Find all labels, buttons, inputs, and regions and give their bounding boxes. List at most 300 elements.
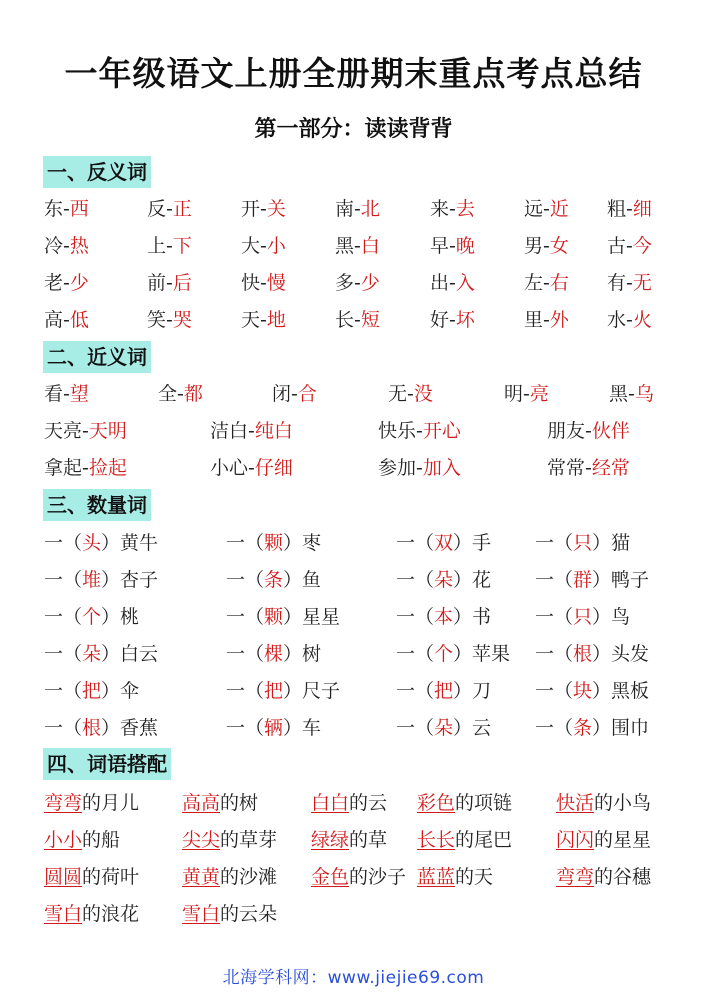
noun-phrase: 的月儿 xyxy=(82,792,140,814)
measure-word: 头 xyxy=(82,532,102,554)
measure-prefix: 一（ xyxy=(44,680,83,702)
antonym-word: 慢 xyxy=(266,272,286,294)
antonym-word: 近 xyxy=(549,198,569,220)
word: 有 xyxy=(607,272,627,294)
measure-noun: ）云 xyxy=(453,717,492,739)
word: 水 xyxy=(607,309,627,331)
word: 快 xyxy=(241,272,261,294)
word: 上 xyxy=(147,235,167,257)
colloc-entry xyxy=(44,827,120,853)
measure-noun: ）围巾 xyxy=(592,717,650,739)
antonyms-entry xyxy=(241,270,286,296)
hyphen: - xyxy=(260,272,267,294)
antonyms-entry xyxy=(147,270,192,296)
word: 远 xyxy=(524,198,544,220)
measure-prefix: 一（ xyxy=(226,569,265,591)
measure-noun: ）鱼 xyxy=(283,569,322,591)
hyphen: - xyxy=(260,309,267,331)
measure-entry xyxy=(535,715,649,741)
measure-word: 朵 xyxy=(434,569,454,591)
synonym-word: 合 xyxy=(297,383,317,405)
measure-noun: ）苹果 xyxy=(453,643,511,665)
antonym-word: 地 xyxy=(266,309,286,331)
colloc-entry xyxy=(182,827,277,853)
synonyms-entry xyxy=(44,455,127,481)
measure-word: 本 xyxy=(434,606,454,628)
colloc-entry xyxy=(311,864,406,890)
antonyms-entry xyxy=(335,307,380,333)
measure-word: 颗 xyxy=(264,532,284,554)
measure-row xyxy=(44,641,677,667)
hyphen: - xyxy=(82,457,89,479)
colloc-entry xyxy=(182,790,258,816)
measure-prefix: 一（ xyxy=(396,606,435,628)
word: 前 xyxy=(147,272,167,294)
measure-word: 双 xyxy=(434,532,454,554)
measure-row xyxy=(44,604,677,630)
synonyms-entry xyxy=(210,455,293,481)
measure-entry xyxy=(226,604,340,630)
measure-word: 把 xyxy=(264,680,284,702)
measure-entry xyxy=(535,530,630,556)
colloc-row xyxy=(44,827,677,853)
antonyms-row xyxy=(44,307,677,333)
word: 粗 xyxy=(607,198,627,220)
measure-noun: ）书 xyxy=(453,606,492,628)
measure-prefix: 一（ xyxy=(535,643,574,665)
word: 男 xyxy=(524,235,544,257)
antonym-word: 白 xyxy=(360,235,380,257)
hyphen: - xyxy=(354,272,361,294)
hyphen: - xyxy=(449,198,456,220)
measure-entry xyxy=(396,678,491,704)
antonym-word: 小 xyxy=(266,235,286,257)
measure-prefix: 一（ xyxy=(44,569,83,591)
noun-phrase: 的草 xyxy=(349,829,388,851)
hyphen: - xyxy=(449,309,456,331)
measure-noun: ）枣 xyxy=(283,532,322,554)
adjective-word: 圆圆 xyxy=(44,866,83,888)
antonyms-entry xyxy=(241,307,286,333)
antonyms-row xyxy=(44,196,677,222)
antonym-word: 后 xyxy=(172,272,192,294)
measure-word: 只 xyxy=(573,606,593,628)
measure-entry xyxy=(396,715,491,741)
hyphen: - xyxy=(543,272,550,294)
hyphen: - xyxy=(63,383,70,405)
word: 冷 xyxy=(44,235,64,257)
measure-prefix: 一（ xyxy=(44,717,83,739)
antonym-word: 细 xyxy=(632,198,652,220)
measure-prefix: 一（ xyxy=(396,680,435,702)
measure-prefix: 一（ xyxy=(226,643,265,665)
antonym-word: 低 xyxy=(69,309,89,331)
antonym-word: 下 xyxy=(172,235,192,257)
measure-prefix: 一（ xyxy=(396,532,435,554)
adjective-word: 白白 xyxy=(311,792,350,814)
hyphen: - xyxy=(543,198,550,220)
antonyms-entry xyxy=(524,270,569,296)
adjective-word: 雪白 xyxy=(44,903,83,925)
hyphen: - xyxy=(291,383,298,405)
section-heading-synonyms: 二、近义词 xyxy=(43,341,151,373)
antonyms-entry xyxy=(430,196,475,222)
hyphen: - xyxy=(416,420,423,442)
hyphen: - xyxy=(523,383,530,405)
adjective-word: 金色 xyxy=(311,866,350,888)
section-heading-antonyms: 一、反义词 xyxy=(43,156,151,188)
antonyms-entry xyxy=(335,233,380,259)
adjective-word: 高高 xyxy=(182,792,221,814)
noun-phrase: 的浪花 xyxy=(82,903,140,925)
measure-entry xyxy=(44,678,139,704)
section-heading-measure-words: 三、数量词 xyxy=(43,489,151,521)
antonym-word: 晚 xyxy=(455,235,475,257)
word: 高 xyxy=(44,309,64,331)
antonyms-entry xyxy=(607,233,652,259)
measure-noun: ）头发 xyxy=(592,643,650,665)
synonym-word: 纯白 xyxy=(254,420,293,442)
noun-phrase: 的云朵 xyxy=(220,903,278,925)
hyphen: - xyxy=(260,198,267,220)
page-subtitle: 第一部分：读读背背 xyxy=(254,117,453,142)
measure-word: 辆 xyxy=(264,717,284,739)
hyphen: - xyxy=(63,198,70,220)
antonym-word: 西 xyxy=(69,198,89,220)
word: 来 xyxy=(430,198,450,220)
measure-word: 个 xyxy=(82,606,102,628)
word: 黑 xyxy=(335,235,355,257)
antonym-word: 正 xyxy=(172,198,192,220)
measure-entry xyxy=(396,604,491,630)
hyphen: - xyxy=(407,383,414,405)
antonyms-entry xyxy=(335,196,380,222)
word: 里 xyxy=(524,309,544,331)
synonyms-entry xyxy=(44,381,89,407)
antonym-word: 火 xyxy=(632,309,652,331)
colloc-row xyxy=(44,790,677,816)
hyphen: - xyxy=(354,198,361,220)
colloc-entry xyxy=(556,790,651,816)
measure-prefix: 一（ xyxy=(535,532,574,554)
synonym-word: 望 xyxy=(69,383,89,405)
measure-entry xyxy=(226,678,340,704)
word: 南 xyxy=(335,198,355,220)
synonym-word: 伙伴 xyxy=(591,420,630,442)
noun-phrase: 的小鸟 xyxy=(594,792,652,814)
synonyms-entry xyxy=(210,418,293,444)
antonym-word: 今 xyxy=(632,235,652,257)
hyphen: - xyxy=(585,457,592,479)
hyphen: - xyxy=(248,457,255,479)
antonyms-entry xyxy=(241,196,286,222)
antonym-word: 坏 xyxy=(455,309,475,331)
antonym-word: 短 xyxy=(360,309,380,331)
hyphen: - xyxy=(166,198,173,220)
hyphen: - xyxy=(177,383,184,405)
measure-word: 根 xyxy=(82,717,102,739)
measure-noun: ）尺子 xyxy=(283,680,341,702)
hyphen: - xyxy=(628,383,635,405)
antonyms-entry xyxy=(44,307,89,333)
antonyms-entry xyxy=(147,196,192,222)
hyphen: - xyxy=(416,457,423,479)
antonyms-entry xyxy=(524,233,569,259)
word: 左 xyxy=(524,272,544,294)
word: 多 xyxy=(335,272,355,294)
noun-phrase: 的天 xyxy=(455,866,494,888)
noun-phrase: 的项链 xyxy=(455,792,513,814)
measure-prefix: 一（ xyxy=(535,569,574,591)
measure-prefix: 一（ xyxy=(226,717,265,739)
measure-prefix: 一（ xyxy=(535,717,574,739)
synonym-word: 经常 xyxy=(591,457,630,479)
measure-row xyxy=(44,530,677,556)
measure-word: 群 xyxy=(573,569,593,591)
antonyms-entry xyxy=(430,270,475,296)
measure-prefix: 一（ xyxy=(226,532,265,554)
colloc-row xyxy=(44,901,677,927)
antonyms-entry xyxy=(44,233,89,259)
colloc-row xyxy=(44,864,677,890)
word: 参加 xyxy=(378,457,417,479)
antonym-word: 女 xyxy=(549,235,569,257)
hyphen: - xyxy=(585,420,592,442)
synonym-word: 没 xyxy=(413,383,433,405)
adjective-word: 弯弯 xyxy=(44,792,83,814)
measure-noun: ）树 xyxy=(283,643,322,665)
adjective-word: 小小 xyxy=(44,829,83,851)
adjective-word: 尖尖 xyxy=(182,829,221,851)
synonyms-entry xyxy=(158,381,203,407)
measure-noun: ）鸭子 xyxy=(592,569,650,591)
noun-phrase: 的云 xyxy=(349,792,388,814)
synonyms-entry xyxy=(388,381,433,407)
measure-word: 棵 xyxy=(264,643,284,665)
measure-row xyxy=(44,678,677,704)
word: 明 xyxy=(504,383,524,405)
synonyms-entry xyxy=(609,381,654,407)
measure-entry xyxy=(535,604,630,630)
word: 常常 xyxy=(547,457,586,479)
synonyms-entry xyxy=(547,418,630,444)
antonym-word: 哭 xyxy=(172,309,192,331)
synonym-word: 加入 xyxy=(422,457,461,479)
synonym-word: 捡起 xyxy=(88,457,127,479)
word: 快乐 xyxy=(378,420,417,442)
colloc-entry xyxy=(417,790,512,816)
antonym-word: 去 xyxy=(455,198,475,220)
word: 看 xyxy=(44,383,64,405)
antonyms-entry xyxy=(430,307,475,333)
noun-phrase: 的尾巴 xyxy=(455,829,513,851)
hyphen: - xyxy=(626,309,633,331)
measure-entry xyxy=(535,567,649,593)
colloc-entry xyxy=(311,790,387,816)
antonym-word: 入 xyxy=(455,272,475,294)
colloc-entry xyxy=(182,864,277,890)
measure-prefix: 一（ xyxy=(226,680,265,702)
measure-entry xyxy=(535,678,649,704)
measure-entry xyxy=(44,530,158,556)
antonyms-entry xyxy=(607,270,652,296)
measure-noun: ）刀 xyxy=(453,680,492,702)
word: 好 xyxy=(430,309,450,331)
measure-noun: ）白云 xyxy=(101,643,159,665)
hyphen: - xyxy=(63,309,70,331)
synonyms-entry xyxy=(547,455,630,481)
footer-website: 北海学科网：www.jiejie69.com xyxy=(222,968,485,988)
measure-entry xyxy=(226,641,321,667)
word: 笑 xyxy=(147,309,167,331)
adjective-word: 黄黄 xyxy=(182,866,221,888)
antonym-word: 少 xyxy=(69,272,89,294)
measure-prefix: 一（ xyxy=(535,606,574,628)
word: 出 xyxy=(430,272,450,294)
adjective-word: 弯弯 xyxy=(556,866,595,888)
antonyms-entry xyxy=(524,307,569,333)
hyphen: - xyxy=(626,198,633,220)
measure-word: 颗 xyxy=(264,606,284,628)
noun-phrase: 的沙滩 xyxy=(220,866,278,888)
hyphen: - xyxy=(354,235,361,257)
measure-entry xyxy=(226,567,321,593)
synonyms-entry xyxy=(378,455,461,481)
measure-prefix: 一（ xyxy=(396,569,435,591)
measure-entry xyxy=(226,715,321,741)
word: 全 xyxy=(158,383,178,405)
antonyms-entry xyxy=(44,196,89,222)
word: 无 xyxy=(388,383,408,405)
noun-phrase: 的船 xyxy=(82,829,121,851)
measure-word: 朵 xyxy=(434,717,454,739)
antonym-word: 无 xyxy=(632,272,652,294)
antonyms-entry xyxy=(430,233,475,259)
synonym-word: 亮 xyxy=(529,383,549,405)
hyphen: - xyxy=(543,309,550,331)
measure-noun: ）花 xyxy=(453,569,492,591)
synonym-word: 开心 xyxy=(422,420,461,442)
colloc-entry xyxy=(556,864,651,890)
colloc-entry xyxy=(44,864,139,890)
adjective-word: 绿绿 xyxy=(311,829,350,851)
measure-noun: ）猫 xyxy=(592,532,631,554)
hyphen: - xyxy=(248,420,255,442)
measure-entry xyxy=(44,604,139,630)
hyphen: - xyxy=(166,309,173,331)
word: 古 xyxy=(607,235,627,257)
colloc-entry xyxy=(417,827,512,853)
adjective-word: 蓝蓝 xyxy=(417,866,456,888)
hyphen: - xyxy=(166,272,173,294)
noun-phrase: 的草芽 xyxy=(220,829,278,851)
antonyms-entry xyxy=(524,196,569,222)
measure-noun: ）黄牛 xyxy=(101,532,159,554)
measure-prefix: 一（ xyxy=(44,532,83,554)
measure-entry xyxy=(44,715,158,741)
antonyms-row xyxy=(44,270,677,296)
antonyms-entry xyxy=(147,233,192,259)
word: 黑 xyxy=(609,383,629,405)
measure-word: 块 xyxy=(573,680,593,702)
measure-word: 把 xyxy=(434,680,454,702)
measure-entry xyxy=(44,641,158,667)
measure-word: 堆 xyxy=(82,569,102,591)
colloc-entry xyxy=(556,827,651,853)
antonyms-entry xyxy=(44,270,89,296)
synonym-word: 都 xyxy=(183,383,203,405)
measure-entry xyxy=(226,530,321,556)
adjective-word: 快活 xyxy=(556,792,595,814)
hyphen: - xyxy=(543,235,550,257)
synonyms-entry xyxy=(378,418,461,444)
antonyms-entry xyxy=(607,196,652,222)
noun-phrase: 的荷叶 xyxy=(82,866,140,888)
word: 早 xyxy=(430,235,450,257)
antonym-word: 外 xyxy=(549,309,569,331)
antonym-word: 北 xyxy=(360,198,380,220)
word: 长 xyxy=(335,309,355,331)
hyphen: - xyxy=(354,309,361,331)
measure-word: 根 xyxy=(573,643,593,665)
measure-entry xyxy=(396,567,491,593)
measure-prefix: 一（ xyxy=(396,717,435,739)
synonym-word: 天明 xyxy=(88,420,127,442)
adjective-word: 彩色 xyxy=(417,792,456,814)
colloc-entry xyxy=(44,901,139,927)
synonym-word: 仔细 xyxy=(254,457,293,479)
hyphen: - xyxy=(449,272,456,294)
measure-entry xyxy=(44,567,158,593)
measure-entry xyxy=(396,641,510,667)
noun-phrase: 的树 xyxy=(220,792,259,814)
word: 东 xyxy=(44,198,64,220)
measure-noun: ）伞 xyxy=(101,680,140,702)
colloc-entry xyxy=(417,864,493,890)
measure-prefix: 一（ xyxy=(44,643,83,665)
antonyms-entry xyxy=(607,307,652,333)
antonym-word: 少 xyxy=(360,272,380,294)
colloc-entry xyxy=(44,790,139,816)
word: 拿起 xyxy=(44,457,83,479)
noun-phrase: 的谷穗 xyxy=(594,866,652,888)
synonyms-row xyxy=(44,455,677,481)
synonyms-entry xyxy=(504,381,549,407)
noun-phrase: 的沙子 xyxy=(349,866,407,888)
measure-row xyxy=(44,715,677,741)
word: 老 xyxy=(44,272,64,294)
hyphen: - xyxy=(63,235,70,257)
synonyms-entry xyxy=(44,418,127,444)
word: 洁白 xyxy=(210,420,249,442)
measure-prefix: 一（ xyxy=(396,643,435,665)
word: 小心 xyxy=(210,457,249,479)
measure-noun: ）车 xyxy=(283,717,322,739)
synonym-word: 乌 xyxy=(634,383,654,405)
hyphen: - xyxy=(449,235,456,257)
hyphen: - xyxy=(626,272,633,294)
measure-word: 条 xyxy=(264,569,284,591)
hyphen: - xyxy=(166,235,173,257)
synonyms-entry xyxy=(272,381,317,407)
antonyms-row xyxy=(44,233,677,259)
antonyms-entry xyxy=(147,307,192,333)
measure-noun: ）杏子 xyxy=(101,569,159,591)
measure-word: 把 xyxy=(82,680,102,702)
measure-noun: ）鸟 xyxy=(592,606,631,628)
measure-row xyxy=(44,567,677,593)
antonyms-entry xyxy=(241,233,286,259)
